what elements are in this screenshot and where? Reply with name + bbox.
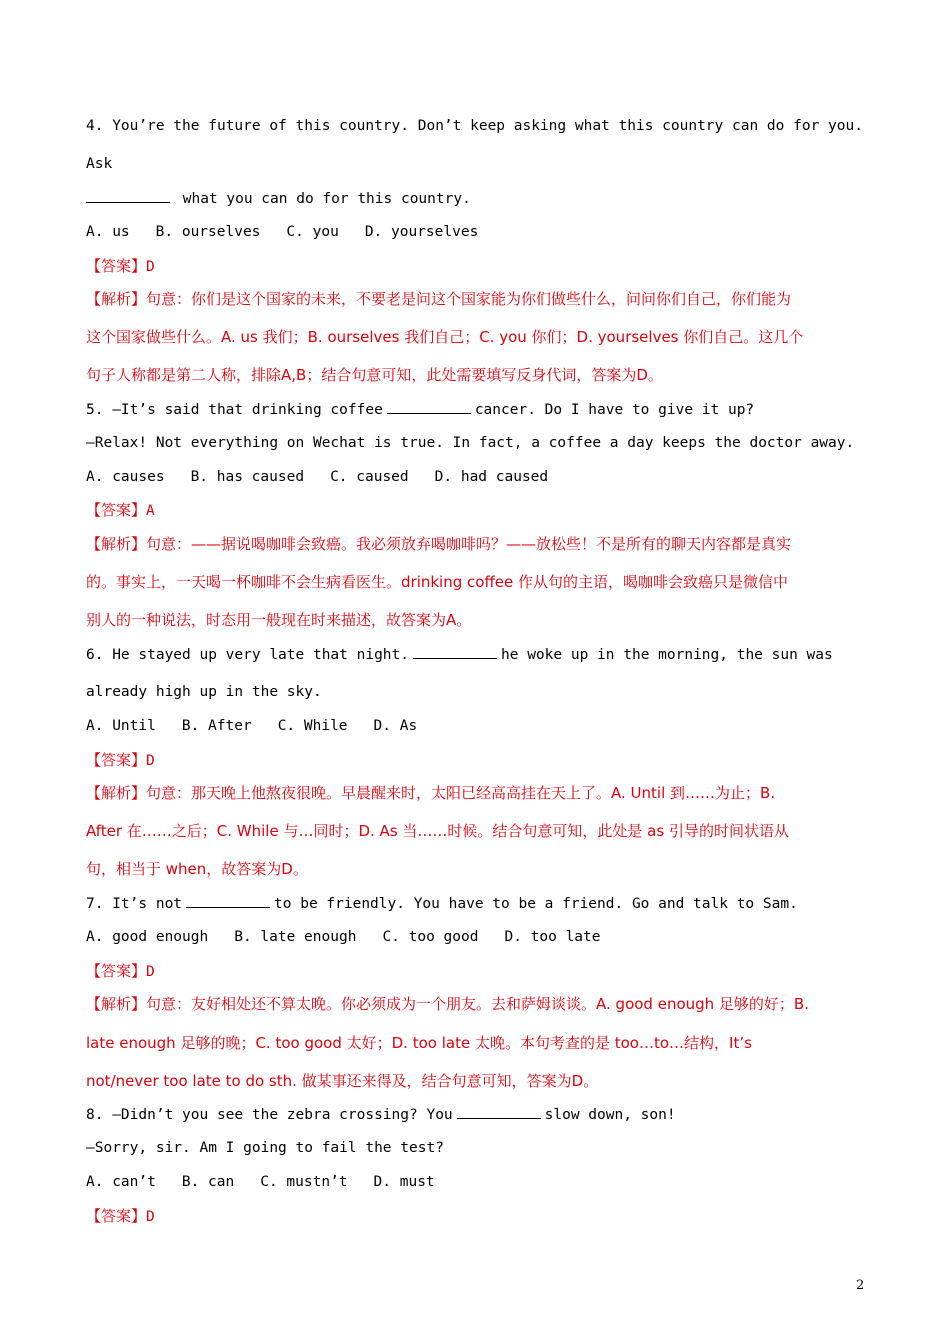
option: A. good enough <box>86 929 209 945</box>
option: D. had caused <box>434 469 549 485</box>
answer-blank <box>457 1104 541 1119</box>
option: D. must <box>373 1174 435 1190</box>
analysis-label: 【解析】 <box>86 535 147 553</box>
answer-value: D <box>146 1209 155 1225</box>
analysis-text: 句意：——据说喝咖啡会致癌。我必须放弃喝咖啡吗？——放松些！不是所有的聊天内容都是真实 <box>146 535 792 553</box>
stem-text: slow down, son! <box>544 1107 676 1123</box>
q6-options <box>86 716 866 736</box>
option: A. Until <box>86 718 156 734</box>
q7-analysis-line1 <box>86 994 866 1014</box>
analysis-text: 句意：那天晚上他熬夜很晚。早晨醒来时，太阳已经高高挂在天上了。A. Until 到……为止；B. <box>146 784 776 802</box>
q5-stem-line2: —Relax! Not everything on Wechat is true. In fact, a coffee a day keeps the doctor away. <box>86 435 855 451</box>
option: C. caused <box>330 469 409 485</box>
analysis-text: 句意：你们是这个国家的未来，不要老是问这个国家能为你们做些什么，问问你们自己，你们能为 <box>146 290 792 308</box>
q6-answer <box>86 750 866 771</box>
stem-text: he woke up in the morning, the sun was <box>501 647 833 663</box>
q4-stem-tail: what you can do for this country. <box>174 191 471 207</box>
q4-analysis-line2: 这个国家做些什么。A. us 我们；B. ourselves 我们自己；C. you 你们；D. yourselves 你们自己。这几个 <box>86 328 804 346</box>
option: B. ourselves <box>155 224 261 240</box>
answer-blank <box>186 893 270 908</box>
stem-text: 6. He stayed up very late that night. <box>86 647 410 663</box>
option: A. can’t <box>86 1174 156 1190</box>
q4-analysis-line1 <box>86 289 866 309</box>
answer-label: 【答案】 <box>86 1207 147 1225</box>
answer-blank <box>387 399 471 414</box>
q6-analysis-line2: After 在……之后；C. While 与…同时；D. As 当……时候。结合句意可知，此处是 as 引导的时间状语从 <box>86 822 789 840</box>
analysis-label: 【解析】 <box>86 290 147 308</box>
q6-analysis-line3: 句，相当于 when，故答案为D。 <box>86 860 308 878</box>
stem-text: to be friendly. You have to be a friend. Go and talk to Sam. <box>274 896 798 912</box>
q8-stem-line2: —Sorry, sir. Am I going to fail the test? <box>86 1140 444 1156</box>
q7-analysis-line2: late enough 足够的晚；C. too good 太好；D. too late 太晚。本句考查的是 too…to…结构，It’s <box>86 1034 752 1052</box>
option: B. has caused <box>190 469 305 485</box>
q4-stem-line3 <box>86 188 866 209</box>
option: C. mustn’t <box>260 1174 348 1190</box>
q7-answer <box>86 961 866 982</box>
q4-answer <box>86 256 866 277</box>
q4-options <box>86 222 866 242</box>
option: C. you <box>286 224 339 240</box>
option: A. us <box>86 224 130 240</box>
answer-value: A <box>146 503 155 519</box>
answer-label: 【答案】 <box>86 257 147 275</box>
analysis-label: 【解析】 <box>86 995 147 1013</box>
q7-options <box>86 927 866 947</box>
q6-analysis-line1 <box>86 783 866 803</box>
answer-blank <box>86 188 170 203</box>
answer-value: D <box>146 964 155 980</box>
answer-label: 【答案】 <box>86 751 147 769</box>
answer-label: 【答案】 <box>86 501 147 519</box>
q5-analysis-line3: 别人的一种说法，时态用一般现在时来描述，故答案为A。 <box>86 611 472 629</box>
page-number: 2 <box>856 1278 865 1293</box>
option: D. too late <box>504 929 601 945</box>
q4-stem-line2: Ask <box>86 156 113 172</box>
q5-options <box>86 467 866 487</box>
q5-analysis-line1 <box>86 534 866 554</box>
option: D. yourselves <box>364 224 479 240</box>
option: C. too good <box>382 929 479 945</box>
q5-answer <box>86 500 866 521</box>
analysis-text: 句意：友好相处还不算太晚。你必须成为一个朋友。去和萨姆谈谈。A. good enough 足够的好；B. <box>146 995 809 1013</box>
option: B. After <box>181 718 252 734</box>
option: C. While <box>277 718 348 734</box>
stem-text: 7. It’s not <box>86 896 183 912</box>
q8-answer <box>86 1206 866 1227</box>
option: B. can <box>181 1174 235 1190</box>
analysis-label: 【解析】 <box>86 784 147 802</box>
option: A. causes <box>86 469 165 485</box>
q5-stem-line1 <box>86 399 866 420</box>
answer-blank <box>413 644 497 659</box>
q5-analysis-line2: 的。事实上，一天喝一杯咖啡不会生病看医生。drinking coffee 作从句的主语，喝咖啡会致癌只是微信中 <box>86 573 789 591</box>
q7-analysis-line3: not/never too late to do sth. 做某事还来得及，结合句意可知，答案为D。 <box>86 1072 599 1090</box>
answer-label: 【答案】 <box>86 962 147 980</box>
q8-options <box>86 1172 866 1192</box>
q7-stem-line1 <box>86 893 866 914</box>
answer-value: D <box>146 753 155 769</box>
stem-text: 5. —It’s said that drinking coffee <box>86 402 383 418</box>
q6-stem-line1 <box>86 644 866 665</box>
q6-stem-line2: already high up in the sky. <box>86 684 322 700</box>
q8-stem-line1 <box>86 1104 866 1125</box>
q4-analysis-line3: 句子人称都是第二人称，排除A,B；结合句意可知，此处需要填写反身代词，答案为D。 <box>86 366 663 384</box>
stem-text: 8. —Didn’t you see the zebra crossing? You <box>86 1107 453 1123</box>
stem-text: cancer. Do I have to give it up? <box>474 402 755 418</box>
answer-value: D <box>146 259 155 275</box>
option: D. As <box>373 718 418 734</box>
option: B. late enough <box>234 929 357 945</box>
q4-stem-line1: 4. You’re the future of this country. Don’t keep asking what this country can do for you. <box>86 118 863 134</box>
